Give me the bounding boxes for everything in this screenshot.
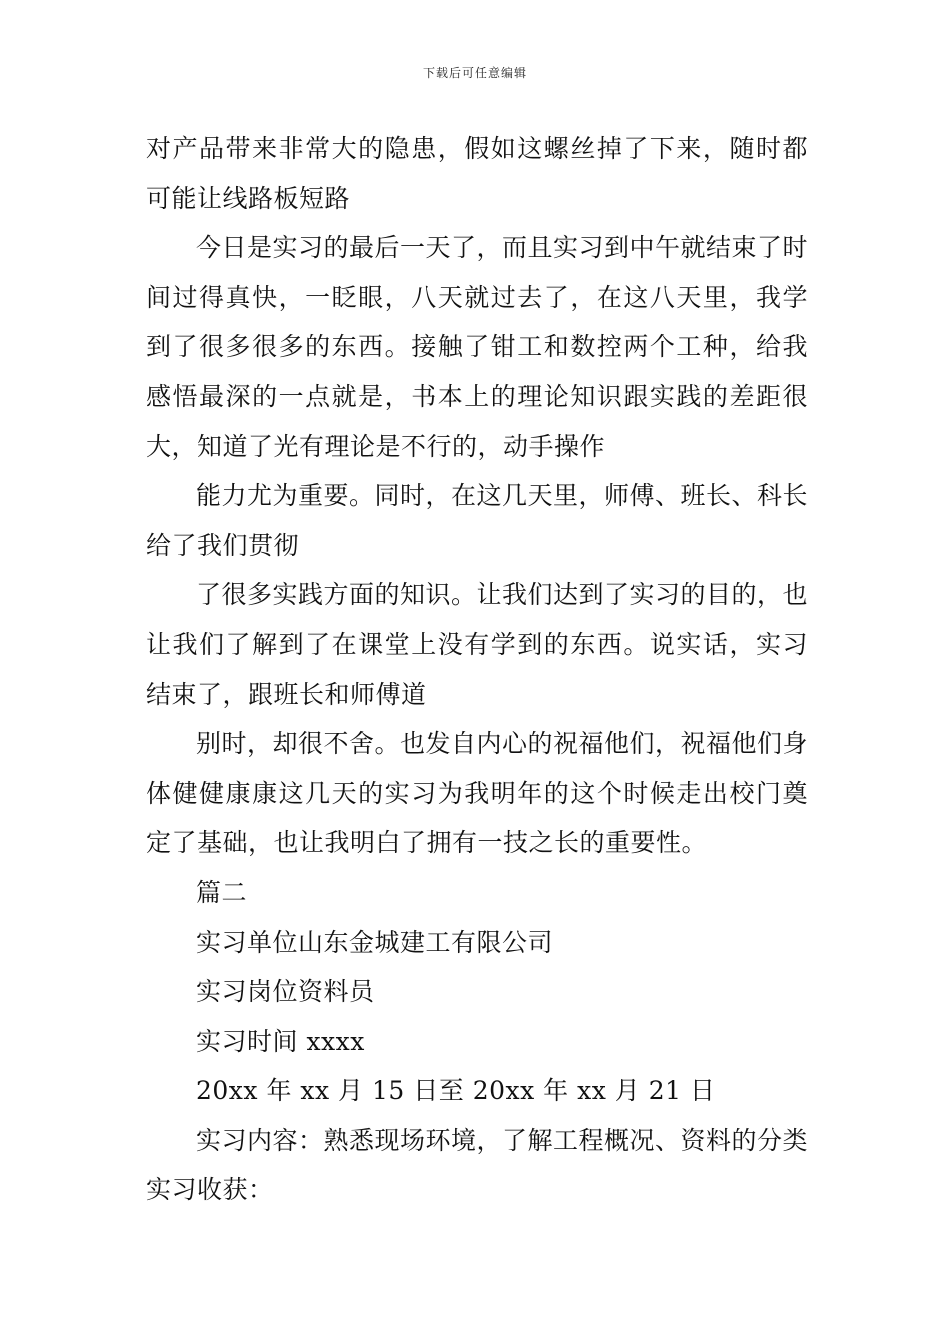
internship-position: 实习岗位资料员 [196,977,375,1007]
internship-content: 实习内容：熟悉现场环境，了解工程概况、资料的分类实习收获： [146,1125,809,1205]
paragraph-1: 对产品带来非常大的隐患，假如这螺丝掉了下来，随时都可能让线路板短路 [146,134,808,213]
paragraph-4: 了很多实践方面的知识。让我们达到了实习的目的，也让我们了解到了在课堂上没有学到的东西。说实话，实习结束了，跟班长和师傅道 [146,580,809,709]
internship-unit: 实习单位山东金城建工有限公司 [196,927,554,957]
internship-time-label: 实习时间 xxxx [196,1026,365,1056]
internship-date-range: 20xx 年 xx 月 15 日至 20xx 年 xx 月 21 日 [196,1076,716,1106]
document-body [146,124,808,1215]
page-header: 下载后可任意编辑 [422,66,527,80]
paragraph-3: 能力尤为重要。同时，在这几天里，师傅、班长、科长给了我们贯彻 [146,481,809,560]
paragraph-5: 别时，却很不舍。也发自内心的祝福他们，祝福他们身体健健康康这几天的实习为我明年的这个时候走出校门奠定了基础，也让我明白了拥有一技之长的重要性。 [146,729,809,858]
section-heading: 篇二 [196,877,248,907]
paragraph-2: 今日是实习的最后一天了，而且实习到中午就结束了时间过得真快，一眨眼，八天就过去了，在这八天里，我学到了很多很多的东西。接触了钳工和数控两个工种，给我感悟最深的一点就是，书本上的理论知识跟实践的差距很大，知道了光有理论是不行的，动手操作 [146,233,809,461]
